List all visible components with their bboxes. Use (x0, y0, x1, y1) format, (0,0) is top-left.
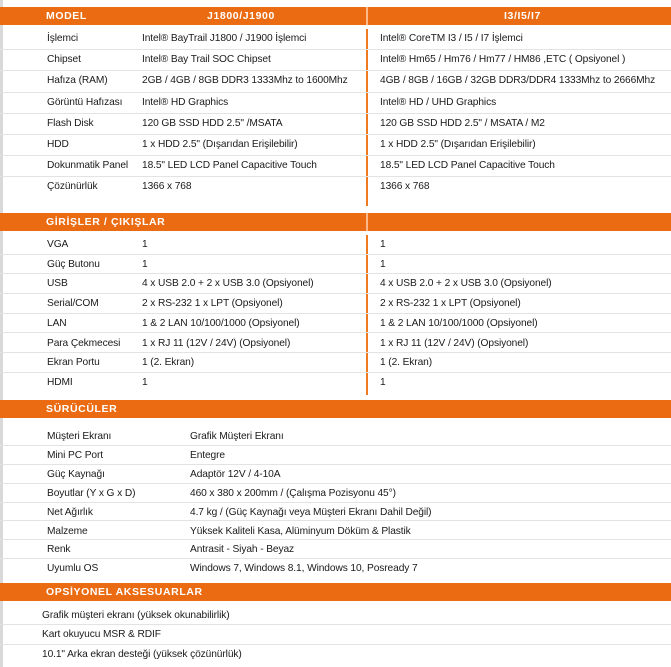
header-divider (366, 7, 368, 25)
row-label: Dokunmatik Panel (47, 160, 129, 172)
row-value-a: 1 x HDD 2.5" (Dışarıdan Erişilebilir) (142, 139, 298, 150)
row-value-a: 18.5" LED LCD Panel Capacitive Touch (142, 160, 317, 172)
optional-header-bar (0, 583, 671, 601)
drivers-header-label: SÜRÜCÜLER (46, 403, 118, 415)
row-value: Antrasit - Siyah - Beyaz (190, 544, 295, 556)
table-row (0, 71, 671, 92)
list-item (0, 645, 671, 664)
row-label: HDD (47, 139, 69, 150)
row-value: Adaptör 12V / 4-10A (190, 468, 281, 480)
row-label: Hafıza (RAM) (47, 75, 108, 87)
row-value-a: Intel® HD Graphics (142, 96, 229, 108)
io-header-label: GİRİŞLER / ÇIKIŞLAR (46, 216, 166, 228)
row-label: Chipset (47, 54, 81, 66)
table-row (0, 334, 671, 354)
optional-item-text: Grafik müşteri ekranı (yüksek okunabilirlik) (42, 610, 230, 621)
row-value-a: 2 x RS-232 1 x LPT (Opsiyonel) (142, 298, 283, 310)
table-row (0, 294, 671, 314)
row-value-a: 120 GB SSD HDD 2.5" /MSATA (142, 117, 283, 129)
model-header-bar (0, 7, 671, 25)
list-item (0, 625, 671, 644)
list-item (0, 606, 671, 625)
row-label: Net Ağırlık (47, 506, 93, 518)
table-row (0, 503, 671, 522)
table-row (0, 373, 671, 393)
row-label: Serial/COM (47, 298, 99, 310)
table-row (0, 50, 671, 71)
model-section (0, 29, 671, 206)
drivers-section (0, 427, 671, 579)
row-value-a: 1 (142, 258, 148, 270)
table-row (0, 114, 671, 135)
row-value-b: Intel® Hm65 / Hm76 / Hm77 / HM86 ,ETC ( Opsiyonel ) (380, 54, 626, 66)
model-col-b-title: I3/I5/I7 (504, 10, 541, 22)
row-label: Mini PC Port (47, 449, 103, 461)
row-value: Entegre (190, 449, 225, 461)
row-label: İşlemci (47, 33, 78, 44)
row-label: Ekran Portu (47, 357, 100, 369)
optional-section (0, 606, 671, 667)
table-row (0, 353, 671, 373)
row-label: LAN (47, 317, 67, 329)
row-value-a: Intel® BayTrail J1800 / J1900 İşlemci (142, 33, 307, 44)
row-label: Güç Kaynağı (47, 468, 105, 480)
row-value-a: 1 (142, 239, 148, 250)
table-row (0, 255, 671, 275)
row-label: Uyumlu OS (47, 563, 99, 575)
table-row (0, 29, 671, 50)
model-header-label: MODEL (46, 10, 87, 22)
header-divider (366, 213, 368, 231)
row-value-b: Intel® HD / UHD Graphics (380, 96, 497, 108)
optional-header-label: OPSİYONEL AKSESUARLAR (46, 586, 203, 598)
table-row (0, 446, 671, 465)
optional-item-text: 10.1" Arka ekran desteği (yüksek çözünürlük) (42, 648, 242, 660)
row-label: Güç Butonu (47, 258, 100, 270)
table-row (0, 93, 671, 114)
row-value-a: 1 x RJ 11 (12V / 24V) (Opsiyonel) (142, 337, 291, 349)
row-value-a: 4 x USB 2.0 + 2 x USB 3.0 (Opsiyonel) (142, 278, 314, 290)
row-value-a: 1 (142, 376, 148, 388)
io-header-bar (0, 213, 671, 231)
row-label: Müşteri Ekranı (47, 431, 112, 442)
row-label: VGA (47, 239, 69, 250)
io-section (0, 235, 671, 395)
row-value-a: 2GB / 4GB / 8GB DDR3 1333Mhz to 1600Mhz (142, 75, 348, 87)
table-row (0, 427, 671, 446)
row-value-b: 1 x HDD 2.5" (Dışarıdan Erişilebilir) (380, 139, 536, 150)
row-label: Para Çekmecesi (47, 337, 121, 349)
row-label: Flash Disk (47, 117, 94, 129)
row-value-b: 1 (380, 239, 386, 250)
row-label: Çözünürlük (47, 181, 98, 193)
row-value-b: 1366 x 768 (380, 181, 430, 193)
table-row (0, 235, 671, 255)
row-value-b: 18.5" LED LCD Panel Capacitive Touch (380, 160, 555, 172)
row-value-b: 120 GB SSD HDD 2.5" / MSATA / M2 (380, 117, 545, 129)
row-value: Grafik Müşteri Ekranı (190, 431, 284, 442)
row-value: Yüksek Kaliteli Kasa, Alüminyum Döküm & Plastik (190, 525, 411, 537)
table-row (0, 156, 671, 177)
row-value-a: 1366 x 768 (142, 181, 192, 193)
table-row (0, 540, 671, 559)
table-row (0, 314, 671, 334)
row-label: HDMI (47, 376, 73, 388)
row-value-b: 2 x RS-232 1 x LPT (Opsiyonel) (380, 298, 521, 310)
drivers-header-bar (0, 400, 671, 418)
optional-item-text: Kart okuyucu MSR & RDIF (42, 629, 161, 641)
row-label: Malzeme (47, 525, 88, 537)
row-value-b: 1 (380, 258, 386, 270)
table-row (0, 177, 671, 198)
row-value-b: 1 x RJ 11 (12V / 24V) (Opsiyonel) (380, 337, 529, 349)
row-value-a: Intel® Bay Trail SOC Chipset (142, 54, 271, 66)
model-col-a-title: J1800/J1900 (207, 10, 275, 22)
row-label: Görüntü Hafızası (47, 96, 123, 108)
row-value: Windows 7, Windows 8.1, Windows 10, Posready 7 (190, 563, 418, 575)
row-label: USB (47, 278, 68, 290)
row-value-b: 4 x USB 2.0 + 2 x USB 3.0 (Opsiyonel) (380, 278, 552, 290)
row-value-a: 1 (2. Ekran) (142, 357, 195, 369)
row-label: Boyutlar (Y x G x D) (47, 487, 136, 499)
row-value-a: 1 & 2 LAN 10/100/1000 (Opsiyonel) (142, 317, 300, 329)
table-row (0, 559, 671, 578)
row-value-b: 1 & 2 LAN 10/100/1000 (Opsiyonel) (380, 317, 538, 329)
table-row (0, 484, 671, 503)
table-row (0, 522, 671, 541)
row-value-b: 1 (2. Ekran) (380, 357, 433, 369)
row-value: 460 x 380 x 200mm / (Çalışma Pozisyonu 45°) (190, 487, 396, 499)
row-value-b: 1 (380, 376, 386, 388)
row-label: Renk (47, 544, 71, 556)
table-row (0, 274, 671, 294)
row-value: 4.7 kg / (Güç Kaynağı veya Müşteri Ekranı Dahil Değil) (190, 506, 432, 518)
row-value-b: Intel® CoreTM I3 / I5 / I7 İşlemci (380, 33, 523, 44)
table-row (0, 135, 671, 156)
table-row (0, 465, 671, 484)
row-value-b: 4GB / 8GB / 16GB / 32GB DDR3/DDR4 1333Mhz to 2666Mhz (380, 75, 656, 87)
